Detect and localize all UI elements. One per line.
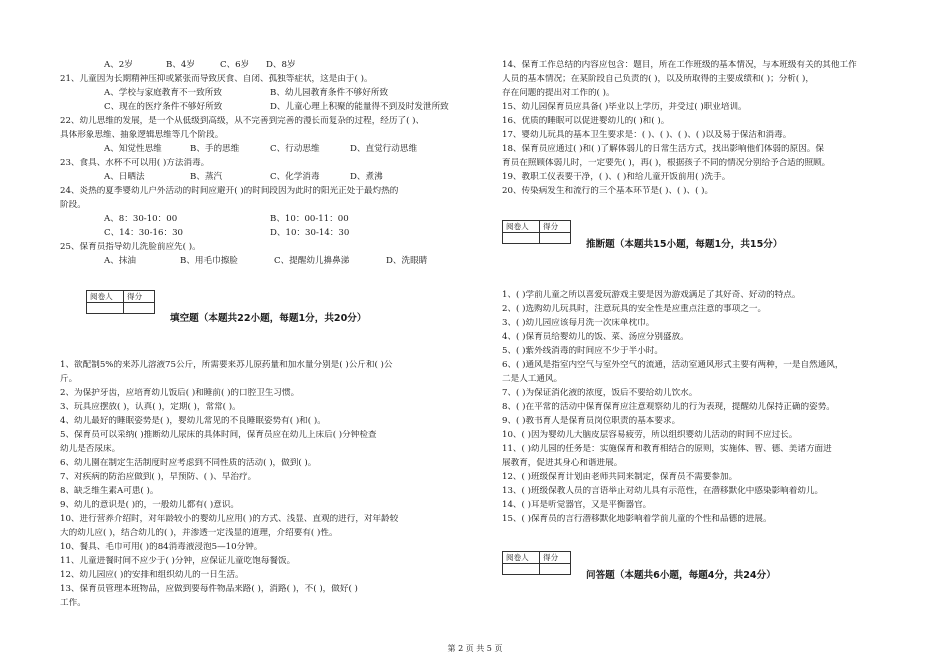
grade-box: [502, 551, 571, 575]
option-d: D、10：30-14：30: [270, 228, 350, 238]
q21-stem: 21、儿童因为长期精神压抑或紧张而导致厌食、自闭、孤独等症状，这是由于( )。: [60, 74, 373, 84]
option-a: A、学校与家庭教育不一致所致: [104, 88, 222, 98]
q24-stem-line-1: 24、炎热的夏季婴幼儿户外活动的时间应避开( )的时间段因为此时的阳光正处于最灼热的: [60, 186, 399, 196]
option-d: D、煮沸: [350, 172, 383, 182]
fill-line: 5、保育员可以采纳( )推断幼儿尿床的具体时间，保育员应在幼儿上床后( )分钟检查: [60, 430, 377, 440]
q20-options: [60, 60, 500, 71]
q24-options-row-1: [60, 214, 500, 225]
option-d: D、洗眼睛: [386, 256, 428, 266]
judge-line: 6、( )通风是指室内空气与室外空气的流通，活动室通风形式主要有两种，一是自然通风，: [502, 360, 844, 370]
option-b: B、手的思维: [190, 144, 240, 154]
fill-line: 8、缺乏维生素A可患( )。: [60, 486, 159, 496]
option-c: C、14：30-16：30: [104, 228, 184, 238]
q21-options-row-1: [60, 88, 500, 99]
section-title-qa: 问答题（本题共6小题，每题4分，共24分）: [586, 570, 776, 581]
fill-line: 人员的基本情况；在某阶段自己负责的( )，以及所取得的主要成绩和( )；分析( )，: [502, 74, 814, 84]
score-cell: [540, 564, 571, 575]
judge-line: 4、( )保育员给婴幼儿的饭、菜、汤应分别盛放。: [502, 332, 689, 342]
option-b: B、10：00-11：00: [270, 214, 349, 224]
fill-line: 4、幼儿最好的睡眠姿势是( )，婴幼儿常见的不良睡眠姿势有( )和( )。: [60, 416, 326, 426]
reviewer-cell: [503, 233, 540, 244]
fill-line: 幼儿是否尿床。: [60, 444, 121, 454]
option-c: C、现在的医疗条件不够好所致: [104, 102, 223, 112]
option-a: A、知觉性思维: [104, 144, 162, 154]
option-a: A、8：30-10：00: [104, 214, 178, 224]
fill-line: 15、幼儿园保育员应具备( )毕业以上学历，并受过( )职业培训。: [502, 102, 747, 112]
judge-line: 3、( )幼儿园应该每月洗一次床单枕巾。: [502, 318, 655, 328]
judge-line: 7、( )为保证消化液的浓度，饭后不要给幼儿饮水。: [502, 388, 698, 398]
q22-options: [60, 144, 500, 155]
grade-box: [502, 220, 571, 244]
fill-line: 1、欲配制5%的来苏儿溶液75公斤，所需要来苏儿原药量和加水量分别是( )公斤和( )公: [60, 360, 393, 370]
fill-line: 2、为保护牙齿，应培育幼儿饭后( )和睡前( )的口腔卫生习惯。: [60, 388, 300, 398]
judge-line: 展教育，促进其身心和谐进展。: [502, 458, 623, 468]
reviewer-label: 阅卷人: [503, 221, 540, 233]
fill-line: 6、幼儿園在制定生活制度时应考虑到不同性质的活动( )，做到( )。: [60, 458, 317, 468]
grade-box: [86, 290, 155, 314]
judge-line: 13、( )班级保教人员的言语举止对幼儿具有示范性，在潜移默化中感染影响着幼儿。: [502, 486, 824, 496]
fill-line: 斤。: [60, 374, 78, 384]
fill-line: 12、幼儿园应( )的安排和组织幼儿的一日生活。: [60, 570, 244, 580]
q22-stem-line-1: 22、幼儿思维的发展，是一个从低级到高级，从不完善到完善的漫长而复杂的过程，经历了( )、: [60, 116, 425, 126]
reviewer-cell: [503, 564, 540, 575]
option-c: C、提醒幼儿擤鼻涕: [274, 256, 350, 266]
option-d: D、8岁: [266, 60, 296, 70]
left-column: [60, 0, 480, 671]
score-label: 得分: [540, 552, 571, 564]
fill-line: 10、进行营养介绍时，对年龄较小的婴幼儿应用( )的方式、浅显、直观的进行，对年龄较: [60, 514, 399, 524]
score-cell: [124, 303, 155, 314]
page-number: 第 2 页 共 5 页: [447, 644, 503, 653]
fill-line: 3、玩具应摆放( )，认真( )，定期( )，常常( )。: [60, 402, 241, 412]
option-b: B、幼儿园教育条件不够好所致: [270, 88, 389, 98]
score-label: 得分: [540, 221, 571, 233]
fill-line: 20、传染病发生和流行的三个基本环节是( )、( )、( )。: [502, 186, 714, 196]
section-title-judgement: 推断题（本题共15小题，每题1分，共15分）: [586, 239, 783, 250]
judge-line: 1、( )学前儿童之所以喜爱玩游戏主要是因为游戏满足了其好奇、好动的特点。: [502, 290, 801, 300]
judge-line: 10、( )因为婴幼儿大脑皮层容易疲劳，所以组织婴幼儿活动的时间不应过长。: [502, 430, 798, 440]
q25-options: [60, 256, 500, 267]
option-a: A、抹油: [104, 256, 136, 266]
fill-line: 13、保育员管理本班物品，应做到要每件物品来路( )，消路( )，不( )，做好( ): [60, 584, 358, 594]
fill-line: 大的幼儿应( )，结合幼儿的( )，并渗透一定浅显的道理，介绍要有( )性。: [60, 528, 338, 538]
judge-line: 5、( )紫外线消毒的时间应不少于半小时。: [502, 346, 663, 356]
option-b: B、用毛巾擦脸: [180, 256, 238, 266]
judge-line: 15、( )保育员的言行潜移默化地影响着学前儿童的个性和品德的进展。: [502, 514, 772, 524]
judge-line: 11、( )幼儿园的任务是：实施保育和教育相结合的原则，实施体、智、德、美诸方面进: [502, 444, 832, 454]
section-title-fill-in: 填空题（本题共22小题，每题1分，共20分）: [170, 313, 367, 324]
option-c: C、行动思维: [270, 144, 320, 154]
q25-stem: 25、保育员指导幼儿洗脸前应先( )。: [60, 242, 201, 252]
reviewer-label: 阅卷人: [87, 291, 124, 303]
option-b: B、4岁: [166, 60, 195, 70]
q23-options: [60, 172, 500, 183]
q24-options-row-2: [60, 228, 500, 239]
option-b: B、蒸汽: [190, 172, 223, 182]
reviewer-label: 阅卷人: [503, 552, 540, 564]
q24-stem-line-2: 阶段。: [60, 200, 86, 210]
fill-line: 7、对疾病的防治应做到( )，早预防、( )、早治疗。: [60, 472, 257, 482]
fill-line: 工作。: [60, 598, 86, 608]
right-column: [502, 0, 922, 671]
fill-line: 18、保育员应通过( )和( )了解体弱儿的日常生活方式，找出影响他们体弱的原因。保: [502, 144, 824, 154]
option-c: C、化学消毒: [270, 172, 320, 182]
judge-line: 9、( )教书育人是保育员岗位职责的基本要求。: [502, 416, 681, 426]
option-d: D、儿童心理上积聚的能量得不到及时发泄所致: [270, 102, 449, 112]
option-c: C、6岁: [220, 60, 250, 70]
fill-line: 10、餐具、毛巾可用( )的84消毒液浸泡5—10分钟。: [60, 542, 263, 552]
judge-line: 二是人工通风。: [502, 374, 563, 384]
fill-line: 16、优质的睡眠可以促进婴幼儿的( )和( )。: [502, 116, 670, 126]
q23-stem: 23、食具、水杯不可以用( )方法消毒。: [60, 158, 210, 168]
option-a: A、日晒法: [104, 172, 145, 182]
option-d: D、直觉行动思维: [350, 144, 418, 154]
fill-line: 存在问题的提出对工作的( )。: [502, 88, 615, 98]
judge-line: 2、( )选购幼儿玩具时，注意玩具的安全性是应重点注意的事项之一。: [502, 304, 767, 314]
judge-line: 12、( )班级保育计划由老师共同来制定，保育员不需要参加。: [502, 472, 738, 482]
q21-options-row-2: [60, 102, 500, 113]
fill-line: 14、保育工作总结的内容应包含：题目，所在工作班级的基本情况，与本班级有关的其他工作: [502, 60, 857, 70]
judge-line: 8、( )在平常的活动中保育保育应注意观察幼儿的行为表现，提醒幼儿保持正确的姿势。: [502, 402, 835, 412]
fill-line: 17、婴幼儿玩具的基本卫生要求是：( )、( )、( )、( )以及易于保洁和消毒。: [502, 130, 792, 140]
fill-line: 9、幼儿的意识是( )的，一般幼儿都有( )意识。: [60, 500, 240, 510]
fill-line: 11、儿童进餐时间不应少于( )分钟，应保证儿童吃饱每餐饭。: [60, 556, 296, 566]
reviewer-cell: [87, 303, 124, 314]
fill-line: 育员在照顾体弱儿时，一定要先( )，再( )，根据孩子不同的情况分别给予合适的照顾。: [502, 158, 831, 168]
fill-line: 19、教职工仪表要干净，( )、( )和给儿童开饭前用( )洗手。: [502, 172, 731, 182]
score-cell: [540, 233, 571, 244]
judge-line: 14、( )耳是听觉器官，又是平衡器官。: [502, 500, 652, 510]
score-label: 得分: [124, 291, 155, 303]
option-a: A、2岁: [104, 60, 133, 70]
q22-stem-line-2: 具体形象思维、抽象逻辑思维等几个阶段。: [60, 130, 224, 140]
